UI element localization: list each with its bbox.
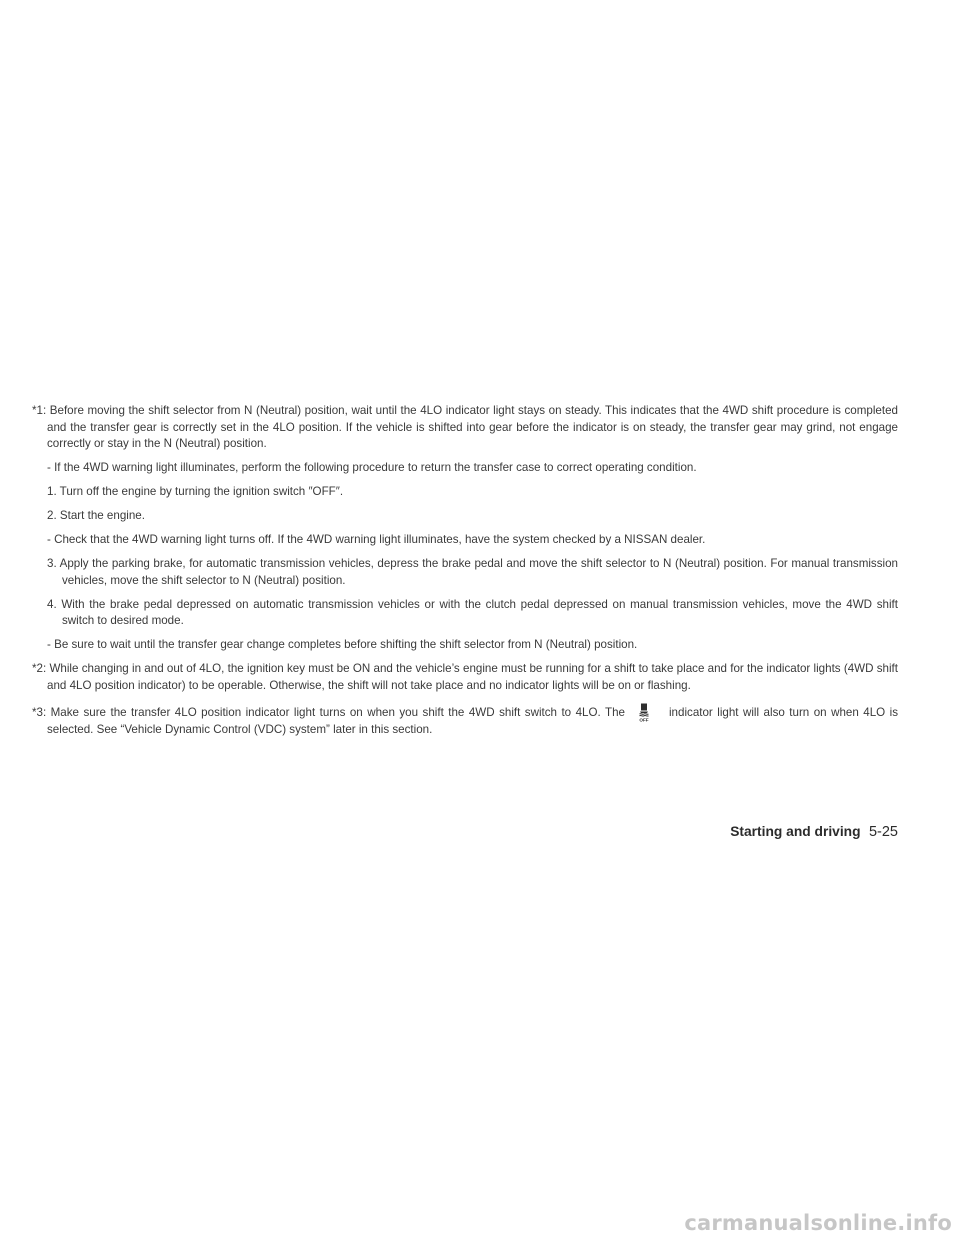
page-number: 5-25 (868, 824, 898, 840)
note-1-check: - Check that the 4WD warning light turns off. If the 4WD warning light illuminates, have the system checked by a NISSAN dealer. (47, 533, 706, 546)
note-3-text-after-icon: indicator light will also turn on when 4LO is selected. See “Vehicle Dynamic Control (VDC) system” later in this section. (47, 705, 898, 736)
note-1-warning-intro: - If the 4WD warning light illuminates, perform the following procedure to return the transfer case to correct operating condition. (47, 461, 697, 474)
note-1: *1: Before moving the shift selector from N (Neutral) position, wait until the 4LO indicator light stays on steady. This indicates that the 4WD shift procedure is completed and the transfer gear is correctly set in the 4LO position. If the vehicle is shifted into gear before the indicator is on steady, the transfer gear may grind, not engage correctly or stay in the N (Neutral) position. (32, 404, 898, 450)
note-3 (32, 702, 898, 739)
note-1-wait: - Be sure to wait until the transfer gear change completes before shifting the shift selector from N (Neutral) position. (47, 638, 638, 651)
note-1-step-3: 3. Apply the parking brake, for automatic transmission vehicles, depress the brake pedal and move the shift selector to N (Neutral) position. For manual transmission vehicles, move the shift selector to N (Neutral) position. (47, 557, 898, 587)
vdc-off-icon-label: OFF (639, 716, 649, 722)
notes-block (32, 403, 898, 746)
watermark: carmanualsonline.info (684, 1211, 952, 1235)
note-2: *2: While changing in and out of 4LO, the ignition key must be ON and the vehicle’s engine must be running for a shift to take place and for the indicator lights (4WD shift and 4LO position indicator) to be operable. Otherwise, the shift will not take place and no indicator lights will be on or flashing. (32, 662, 898, 692)
note-3-text-before-icon: *3: Make sure the transfer 4LO position indicator light turns on when you shift the 4WD shift switch to 4LO. The (32, 705, 625, 719)
footer-section-title: Starting and driving (730, 824, 861, 839)
page-footer (730, 823, 898, 841)
note-1-step-4: 4. With the brake pedal depressed on automatic transmission vehicles or with the clutch pedal depressed on manual transmission vehicles, move the 4WD shift switch to desired mode. (47, 597, 898, 627)
vdc-off-icon (633, 702, 655, 722)
note-1-step-2: 2. Start the engine. (47, 509, 145, 522)
note-1-step-1: 1. Turn off the engine by turning the ignition switch ″OFF″. (47, 485, 344, 498)
